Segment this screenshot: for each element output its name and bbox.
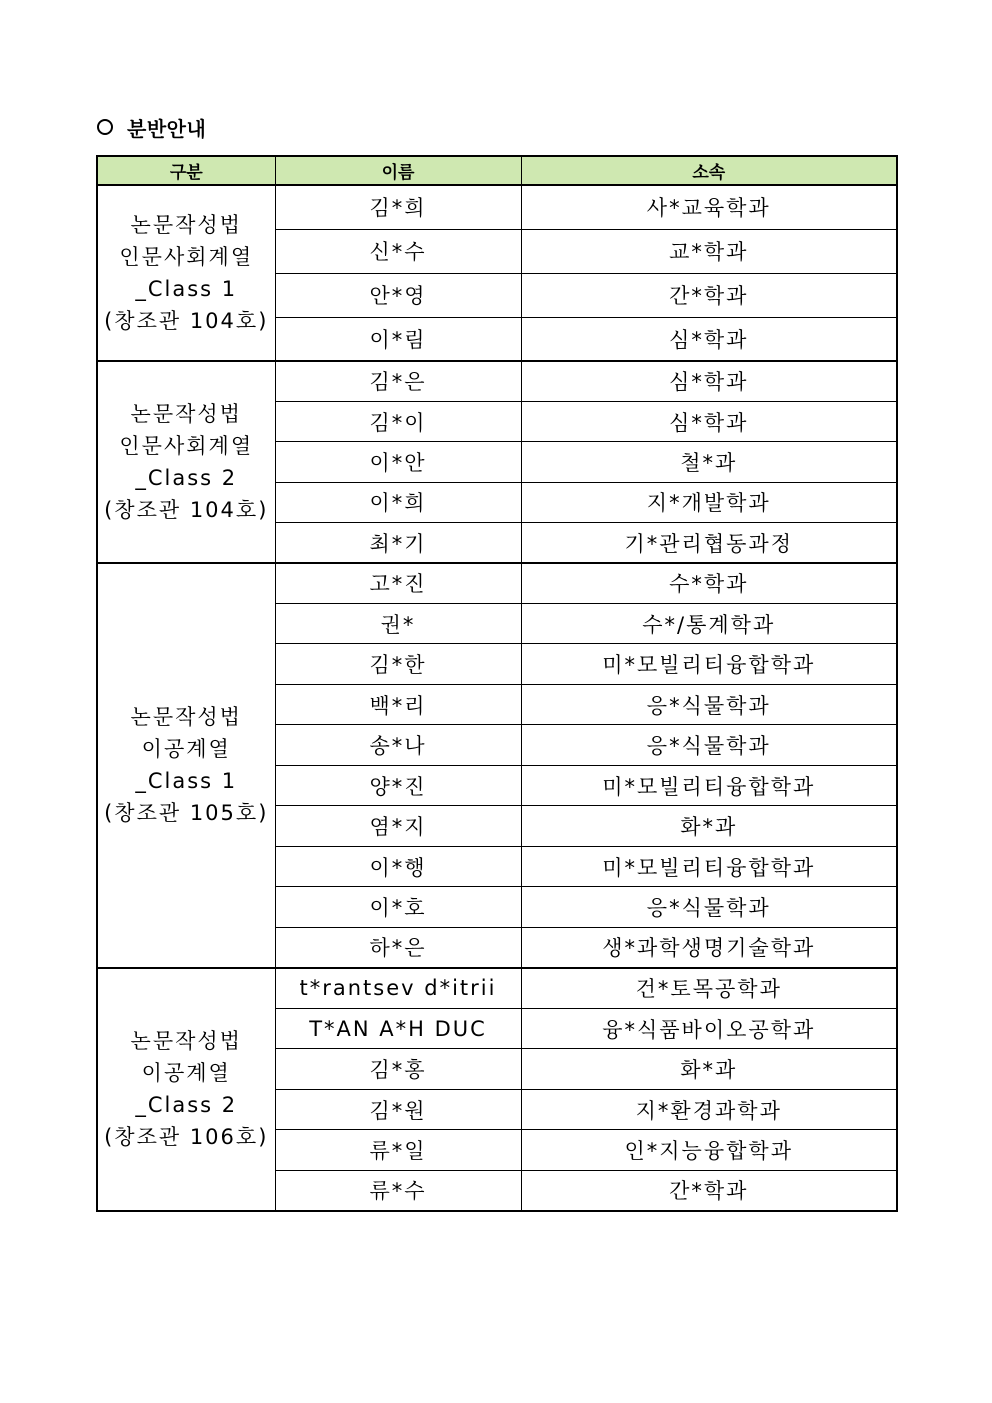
section-line: 논문작성법 <box>130 1029 242 1054</box>
student-name-cell: 류*수 <box>275 1170 521 1211</box>
section-line: 이공계열 <box>141 737 231 762</box>
affiliation-cell: 심*학과 <box>521 401 897 441</box>
affiliation-cell: 지*환경과학과 <box>521 1089 897 1130</box>
affiliation-cell: 미*모빌리티융합학과 <box>521 644 897 685</box>
section-line: 논문작성법 <box>130 213 242 237</box>
student-name-cell: 류*일 <box>275 1130 521 1171</box>
affiliation-cell: 응*식물학과 <box>521 887 897 928</box>
section-line: (창조관 105호) <box>104 801 269 826</box>
affiliation-cell: 간*학과 <box>521 1170 897 1211</box>
affiliation-cell: 심*학과 <box>521 317 897 361</box>
student-name-cell: 권* <box>275 603 521 644</box>
class-section-cell <box>97 563 275 968</box>
student-name-cell: 신*수 <box>275 229 521 273</box>
student-name-cell: 이*림 <box>275 317 521 361</box>
student-name-cell: 안*영 <box>275 273 521 317</box>
student-name-cell: t*rantsev d*itrii <box>275 968 521 1009</box>
header-category: 구분 <box>97 156 275 185</box>
class-section-cell <box>97 968 275 1211</box>
affiliation-cell: 응*식물학과 <box>521 725 897 766</box>
affiliation-cell: 수*학과 <box>521 563 897 604</box>
affiliation-cell: 미*모빌리티융합학과 <box>521 765 897 806</box>
student-name-cell: 김*원 <box>275 1089 521 1130</box>
student-name-cell: 김*한 <box>275 644 521 685</box>
affiliation-cell: 건*토목공학과 <box>521 968 897 1009</box>
affiliation-cell: 수*/통계학과 <box>521 603 897 644</box>
section-line: 인문사회계열 <box>119 433 254 458</box>
table-row <box>97 968 897 1009</box>
table-row <box>97 361 897 401</box>
header-affiliation: 소속 <box>521 156 897 185</box>
class-group <box>97 968 897 1211</box>
class-assignment-table <box>96 155 898 1212</box>
student-name-cell: 김*이 <box>275 401 521 441</box>
student-name-cell: 이*희 <box>275 482 521 522</box>
section-line: (창조관 104호) <box>104 309 269 333</box>
affiliation-cell: 철*과 <box>521 442 897 482</box>
section-line: 인문사회계열 <box>119 245 254 269</box>
heading-title: 분반안내 <box>127 116 207 141</box>
class-group <box>97 563 897 968</box>
affiliation-cell: 간*학과 <box>521 273 897 317</box>
student-name-cell: 양*진 <box>275 765 521 806</box>
student-name-cell: T*AN A*H DUC <box>275 1008 521 1049</box>
section-line: _Class 2 <box>135 1093 238 1118</box>
affiliation-cell: 기*관리협동과정 <box>521 523 897 563</box>
class-section-cell <box>97 361 275 563</box>
student-name-cell: 김*은 <box>275 361 521 401</box>
section-line: _Class 2 <box>135 465 238 490</box>
section-line: _Class 1 <box>135 769 238 794</box>
student-name-cell: 최*기 <box>275 523 521 563</box>
student-name-cell: 송*나 <box>275 725 521 766</box>
section-line: 이공계열 <box>141 1061 231 1086</box>
student-name-cell: 백*리 <box>275 684 521 725</box>
class-group <box>97 361 897 563</box>
section-heading <box>96 112 206 142</box>
class-group <box>97 185 897 361</box>
affiliation-cell: 미*모빌리티융합학과 <box>521 846 897 887</box>
affiliation-cell: 화*과 <box>521 806 897 847</box>
affiliation-cell: 인*지능융합학과 <box>521 1130 897 1171</box>
section-line: 논문작성법 <box>130 401 242 426</box>
student-name-cell: 김*희 <box>275 185 521 229</box>
section-line: (창조관 104호) <box>104 497 269 522</box>
student-name-cell: 염*지 <box>275 806 521 847</box>
hollow-circle-icon <box>97 119 113 135</box>
class-section-cell <box>97 185 275 361</box>
table-header-row <box>97 156 897 185</box>
table-row <box>97 563 897 604</box>
affiliation-cell: 화*과 <box>521 1049 897 1090</box>
affiliation-cell: 교*학과 <box>521 229 897 273</box>
section-line: (창조관 106호) <box>104 1125 269 1150</box>
section-line: 논문작성법 <box>130 705 242 730</box>
student-name-cell: 이*호 <box>275 887 521 928</box>
student-name-cell: 김*홍 <box>275 1049 521 1090</box>
affiliation-cell: 심*학과 <box>521 361 897 401</box>
affiliation-cell: 생*과학생명기술학과 <box>521 927 897 968</box>
affiliation-cell: 지*개발학과 <box>521 482 897 522</box>
table-row <box>97 185 897 229</box>
header-name: 이름 <box>275 156 521 185</box>
student-name-cell: 고*진 <box>275 563 521 604</box>
student-name-cell: 이*행 <box>275 846 521 887</box>
section-line: _Class 1 <box>135 277 238 301</box>
student-name-cell: 이*안 <box>275 442 521 482</box>
affiliation-cell: 사*교육학과 <box>521 185 897 229</box>
affiliation-cell: 응*식물학과 <box>521 684 897 725</box>
affiliation-cell: 융*식품바이오공학과 <box>521 1008 897 1049</box>
student-name-cell: 하*은 <box>275 927 521 968</box>
